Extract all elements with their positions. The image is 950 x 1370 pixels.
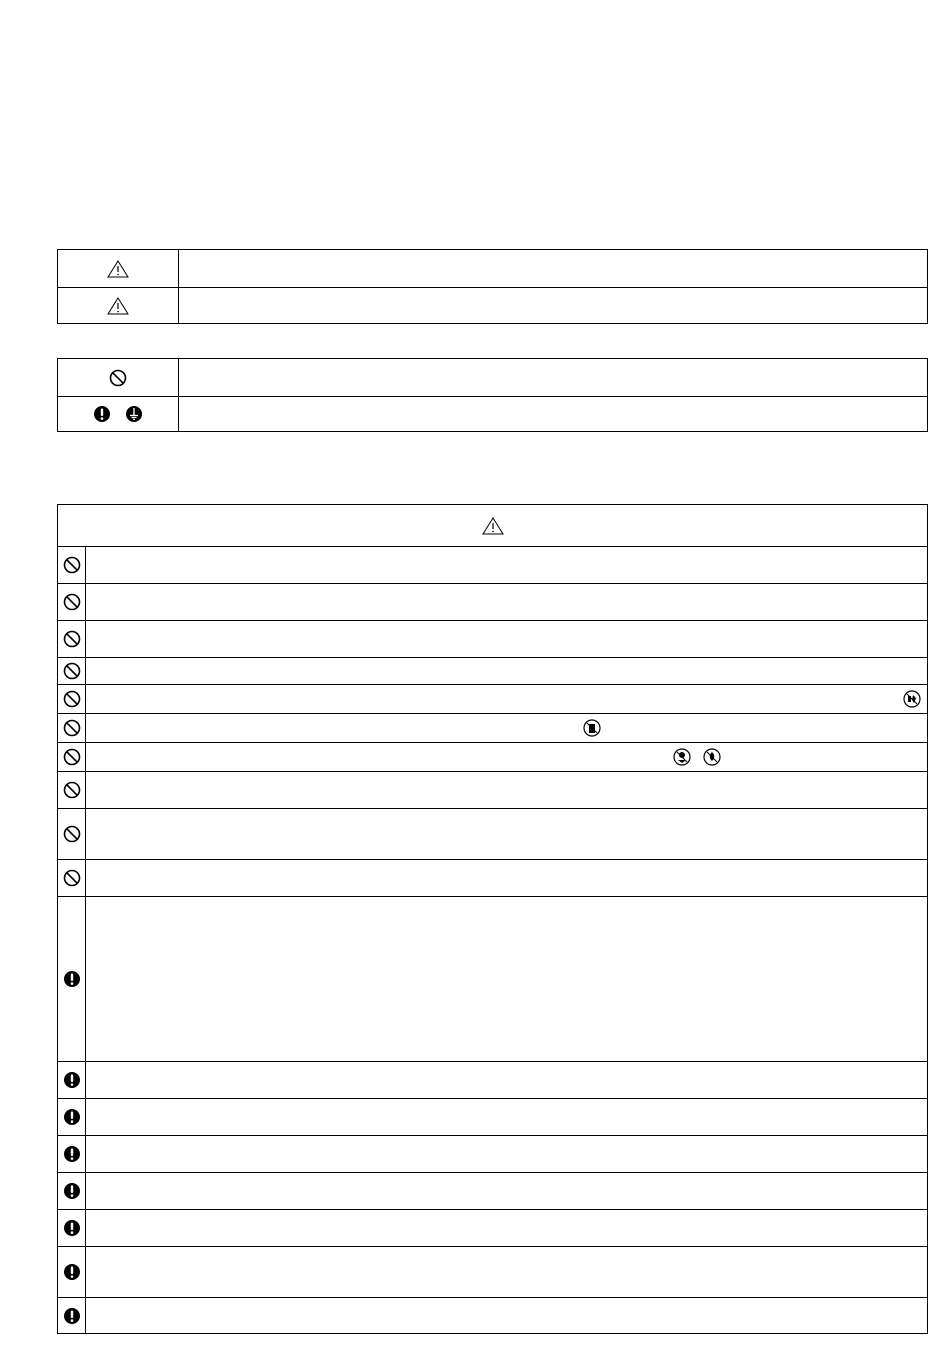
- signal-text-cell: [179, 250, 927, 287]
- mandatory-icon: [63, 1145, 81, 1163]
- warning-triangle-icon: [107, 260, 129, 278]
- precaution-row-prohibited: [58, 546, 927, 583]
- prohibition-icon: [109, 369, 127, 387]
- prohibition-icon: [63, 781, 81, 799]
- mandatory-icon: [63, 1307, 81, 1325]
- precaution-row-prohibited: [58, 684, 927, 713]
- precaution-text-cell: [86, 897, 927, 1061]
- precaution-row-mandatory: [58, 1098, 927, 1135]
- precaution-text-cell: [86, 1099, 927, 1135]
- signal-word-table: [57, 249, 928, 324]
- prohibition-icon: [63, 869, 81, 887]
- prohibition-icon: [63, 556, 81, 574]
- symbol-cell: [58, 397, 179, 431]
- symbol-row-prohibited: [58, 359, 927, 396]
- no-wet-hands-icon: [583, 719, 601, 737]
- precaution-text-cell: [86, 1210, 927, 1246]
- precaution-table: [57, 504, 928, 1334]
- no-fire-icon: [703, 748, 721, 766]
- precaution-row-mandatory: [58, 1135, 927, 1172]
- precaution-text-cell: [86, 714, 927, 742]
- prohibition-icon: [63, 825, 81, 843]
- signal-row-2: [58, 287, 927, 323]
- symbol-text-cell: [179, 359, 927, 396]
- precaution-row-mandatory: [58, 1061, 927, 1098]
- precaution-text-cell: [86, 584, 927, 620]
- precaution-text-cell: [86, 621, 927, 657]
- precaution-text-cell: [86, 772, 927, 808]
- precaution-text-cell: [86, 1062, 927, 1098]
- precaution-row-prohibited: [58, 713, 927, 742]
- precaution-row-mandatory: [58, 896, 927, 1061]
- precaution-row-prohibited: [58, 583, 927, 620]
- ground-icon: [125, 405, 143, 423]
- precaution-header: [58, 505, 927, 546]
- precaution-row-prohibited: [58, 620, 927, 657]
- mandatory-icon: [63, 1219, 81, 1237]
- mandatory-icon: [63, 1263, 81, 1281]
- symbol-row-mandatory: [58, 396, 927, 431]
- precaution-text-cell: [86, 658, 927, 684]
- prohibition-icon: [63, 719, 81, 737]
- signal-row-1: [58, 250, 927, 287]
- warning-triangle-icon: [482, 517, 504, 535]
- signal-symbol-cell: [58, 250, 179, 287]
- precaution-row-prohibited: [58, 808, 927, 859]
- mandatory-icon: [63, 1182, 81, 1200]
- precaution-row-prohibited: [58, 742, 927, 771]
- mandatory-icon: [63, 1071, 81, 1089]
- precaution-text-cell: [86, 743, 927, 771]
- precaution-text-cell: [86, 1136, 927, 1172]
- precaution-text-cell: [86, 547, 927, 583]
- prohibition-icon: [63, 748, 81, 766]
- mandatory-icon: [63, 1108, 81, 1126]
- precaution-text-cell: [86, 1247, 927, 1297]
- precaution-row-mandatory: [58, 1172, 927, 1209]
- precaution-text-cell: [86, 809, 927, 859]
- precaution-text-cell: [86, 1173, 927, 1209]
- precaution-row-mandatory: [58, 1246, 927, 1297]
- symbol-cell: [58, 359, 179, 396]
- mandatory-icon: [63, 970, 81, 988]
- symbol-text-cell: [179, 397, 927, 431]
- no-disassembly-icon: [903, 690, 921, 708]
- prohibition-icon: [63, 593, 81, 611]
- prohibition-icon: [63, 630, 81, 648]
- signal-symbol-cell: [58, 288, 179, 323]
- precaution-text-cell: [86, 860, 927, 896]
- warning-triangle-icon: [107, 297, 129, 315]
- precaution-text-cell: [86, 1298, 927, 1333]
- symbol-meaning-table: [57, 358, 928, 432]
- precaution-row-mandatory: [58, 1209, 927, 1246]
- no-water-icon: [673, 748, 691, 766]
- precaution-row-prohibited: [58, 657, 927, 684]
- precaution-row-prohibited: [58, 771, 927, 808]
- signal-text-cell: [179, 288, 927, 323]
- precaution-row-prohibited: [58, 859, 927, 896]
- prohibition-icon: [63, 662, 81, 680]
- mandatory-icon: [93, 405, 111, 423]
- prohibition-icon: [63, 690, 81, 708]
- precaution-text-cell: [86, 685, 927, 713]
- precaution-row-mandatory: [58, 1297, 927, 1333]
